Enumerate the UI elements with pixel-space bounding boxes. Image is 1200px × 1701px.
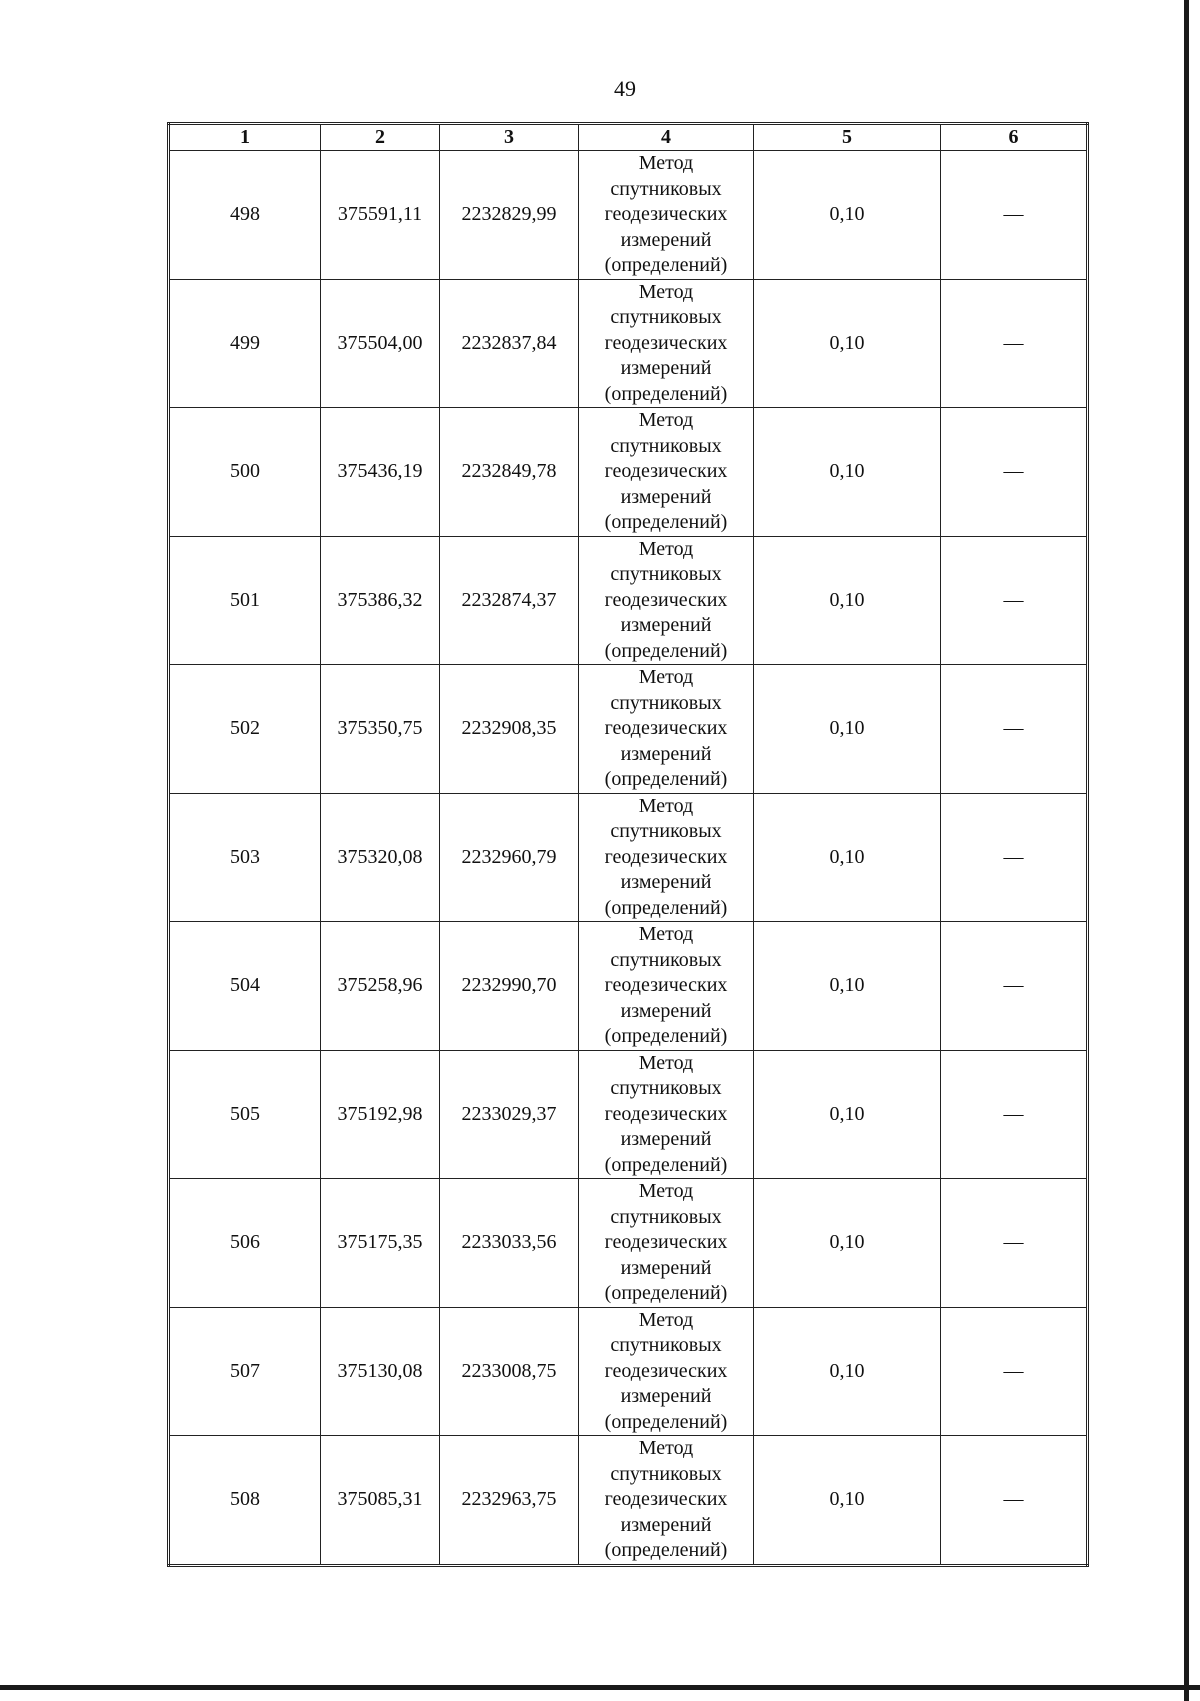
method-line: Метод	[638, 794, 694, 817]
table-row	[169, 922, 1088, 1051]
method-line: спутниковых	[610, 1462, 722, 1485]
method-line: геодезических	[604, 331, 728, 354]
method-line: (определений)	[604, 768, 728, 790]
method-line: (определений)	[604, 1282, 728, 1304]
method-line: измерений	[620, 1385, 712, 1407]
x-coordinate-cell: 375192,98	[321, 1050, 440, 1179]
method-line: геодезических	[604, 1231, 728, 1253]
method-line: (определений)	[604, 639, 728, 662]
method-line: Метод	[638, 152, 694, 174]
y-coordinate-cell: 2232837,84	[440, 279, 579, 408]
method-cell	[579, 1436, 754, 1566]
x-coordinate-cell: 375350,75	[321, 665, 440, 794]
method-line: (определений)	[604, 254, 728, 276]
method-line: спутниковых	[610, 820, 722, 842]
table-row	[169, 1050, 1088, 1179]
method-line: Метод	[638, 923, 694, 945]
method-line: измерений	[620, 1513, 712, 1536]
note-cell: —	[941, 536, 1088, 665]
method-line: (определений)	[604, 382, 728, 405]
note-cell: —	[941, 151, 1088, 280]
point-number-cell: 506	[169, 1179, 321, 1308]
point-number-cell: 504	[169, 922, 321, 1051]
scan-edge-right	[1184, 0, 1189, 1701]
method-line: спутниковых	[610, 948, 722, 971]
point-number-cell: 501	[169, 536, 321, 665]
point-number-cell: 498	[169, 151, 321, 280]
method-line: спутниковых	[610, 306, 722, 328]
table-row	[169, 1179, 1088, 1308]
point-number-cell: 500	[169, 408, 321, 537]
method-line: геодезических	[604, 588, 728, 611]
note-cell: —	[941, 1436, 1088, 1566]
accuracy-cell: 0,10	[754, 1307, 941, 1436]
method-line: Метод	[638, 666, 694, 688]
column-header: 4	[579, 124, 754, 151]
note-cell: —	[941, 665, 1088, 794]
method-cell	[579, 665, 754, 794]
method-line: геодезических	[604, 1102, 728, 1125]
column-header: 5	[754, 124, 941, 151]
column-header: 3	[440, 124, 579, 151]
method-cell	[579, 279, 754, 408]
method-line: геодезических	[604, 1488, 728, 1510]
method-line: спутниковых	[610, 563, 722, 585]
accuracy-cell: 0,10	[754, 408, 941, 537]
table-row	[169, 793, 1088, 922]
accuracy-cell: 0,10	[754, 665, 941, 794]
method-line: измерений	[620, 485, 712, 508]
column-header: 6	[941, 124, 1088, 151]
method-line: геодезических	[604, 203, 728, 225]
note-cell: —	[941, 1179, 1088, 1308]
method-line: геодезических	[604, 974, 728, 996]
method-cell	[579, 793, 754, 922]
y-coordinate-cell: 2232960,79	[440, 793, 579, 922]
method-cell	[579, 1050, 754, 1179]
y-coordinate-cell: 2232874,37	[440, 536, 579, 665]
method-line: (определений)	[604, 1539, 728, 1561]
method-line: измерений	[620, 871, 712, 893]
point-number-cell: 503	[169, 793, 321, 922]
note-cell: —	[941, 793, 1088, 922]
y-coordinate-cell: 2233029,37	[440, 1050, 579, 1179]
x-coordinate-cell: 375258,96	[321, 922, 440, 1051]
accuracy-cell: 0,10	[754, 1179, 941, 1308]
method-line: геодезических	[604, 717, 728, 739]
method-line: спутниковых	[610, 1334, 722, 1356]
method-line: геодезических	[604, 845, 728, 868]
accuracy-cell: 0,10	[754, 1050, 941, 1179]
method-line: (определений)	[604, 1410, 728, 1433]
method-line: измерений	[620, 228, 712, 251]
y-coordinate-cell: 2232963,75	[440, 1436, 579, 1566]
table-body	[169, 151, 1088, 1566]
method-line: Метод	[638, 280, 694, 303]
method-cell	[579, 408, 754, 537]
method-line: (определений)	[604, 1153, 728, 1176]
page-number: 49	[614, 76, 636, 101]
method-line: спутниковых	[610, 1205, 722, 1228]
x-coordinate-cell: 375504,00	[321, 279, 440, 408]
table-row	[169, 1436, 1088, 1566]
method-line: измерений	[620, 614, 712, 636]
table-row	[169, 1307, 1088, 1436]
y-coordinate-cell: 2232990,70	[440, 922, 579, 1051]
method-line: (определений)	[604, 1025, 728, 1047]
accuracy-cell: 0,10	[754, 793, 941, 922]
note-cell: —	[941, 1050, 1088, 1179]
column-header: 2	[321, 124, 440, 151]
y-coordinate-cell: 2233033,56	[440, 1179, 579, 1308]
x-coordinate-cell: 375386,32	[321, 536, 440, 665]
point-number-cell: 505	[169, 1050, 321, 1179]
note-cell: —	[941, 279, 1088, 408]
x-coordinate-cell: 375175,35	[321, 1179, 440, 1308]
method-line: спутниковых	[610, 691, 722, 714]
point-number-cell: 499	[169, 279, 321, 408]
y-coordinate-cell: 2232829,99	[440, 151, 579, 280]
method-line: спутниковых	[610, 177, 722, 200]
x-coordinate-cell: 375591,11	[321, 151, 440, 280]
accuracy-cell: 0,10	[754, 536, 941, 665]
method-cell	[579, 151, 754, 280]
point-number-cell: 502	[169, 665, 321, 794]
method-line: геодезических	[604, 1359, 728, 1382]
table-header-row	[169, 124, 1088, 151]
method-line: Метод	[638, 1180, 694, 1202]
method-line: измерений	[620, 742, 712, 765]
note-cell: —	[941, 922, 1088, 1051]
method-line: геодезических	[604, 460, 728, 482]
table-row	[169, 408, 1088, 537]
method-line: (определений)	[604, 896, 728, 919]
accuracy-cell: 0,10	[754, 922, 941, 1051]
method-cell	[579, 536, 754, 665]
method-line: Метод	[638, 537, 694, 560]
table-row	[169, 665, 1088, 794]
scan-edge-bottom	[0, 1685, 1200, 1690]
method-cell	[579, 922, 754, 1051]
accuracy-cell: 0,10	[754, 279, 941, 408]
method-line: измерений	[620, 357, 712, 379]
method-line: спутниковых	[610, 434, 722, 457]
method-line: измерений	[620, 1256, 712, 1279]
accuracy-cell: 0,10	[754, 151, 941, 280]
method-line: измерений	[620, 1128, 712, 1150]
method-line: измерений	[620, 999, 712, 1022]
method-line: спутниковых	[610, 1077, 722, 1099]
y-coordinate-cell: 2232908,35	[440, 665, 579, 794]
table-row	[169, 279, 1088, 408]
table-row	[169, 151, 1088, 280]
method-line: Метод	[638, 409, 694, 431]
y-coordinate-cell: 2232849,78	[440, 408, 579, 537]
method-cell	[579, 1307, 754, 1436]
note-cell: —	[941, 408, 1088, 537]
point-number-cell: 508	[169, 1436, 321, 1566]
x-coordinate-cell: 375436,19	[321, 408, 440, 537]
point-number-cell: 507	[169, 1307, 321, 1436]
table-row	[169, 536, 1088, 665]
y-coordinate-cell: 2233008,75	[440, 1307, 579, 1436]
method-line: Метод	[638, 1437, 694, 1459]
note-cell: —	[941, 1307, 1088, 1436]
method-line: (определений)	[604, 511, 728, 533]
x-coordinate-cell: 375130,08	[321, 1307, 440, 1436]
method-line: Метод	[638, 1308, 694, 1331]
x-coordinate-cell: 375085,31	[321, 1436, 440, 1566]
x-coordinate-cell: 375320,08	[321, 793, 440, 922]
coordinates-table	[167, 122, 1089, 1567]
column-header: 1	[169, 124, 321, 151]
accuracy-cell: 0,10	[754, 1436, 941, 1566]
method-line: Метод	[638, 1051, 694, 1074]
method-cell	[579, 1179, 754, 1308]
